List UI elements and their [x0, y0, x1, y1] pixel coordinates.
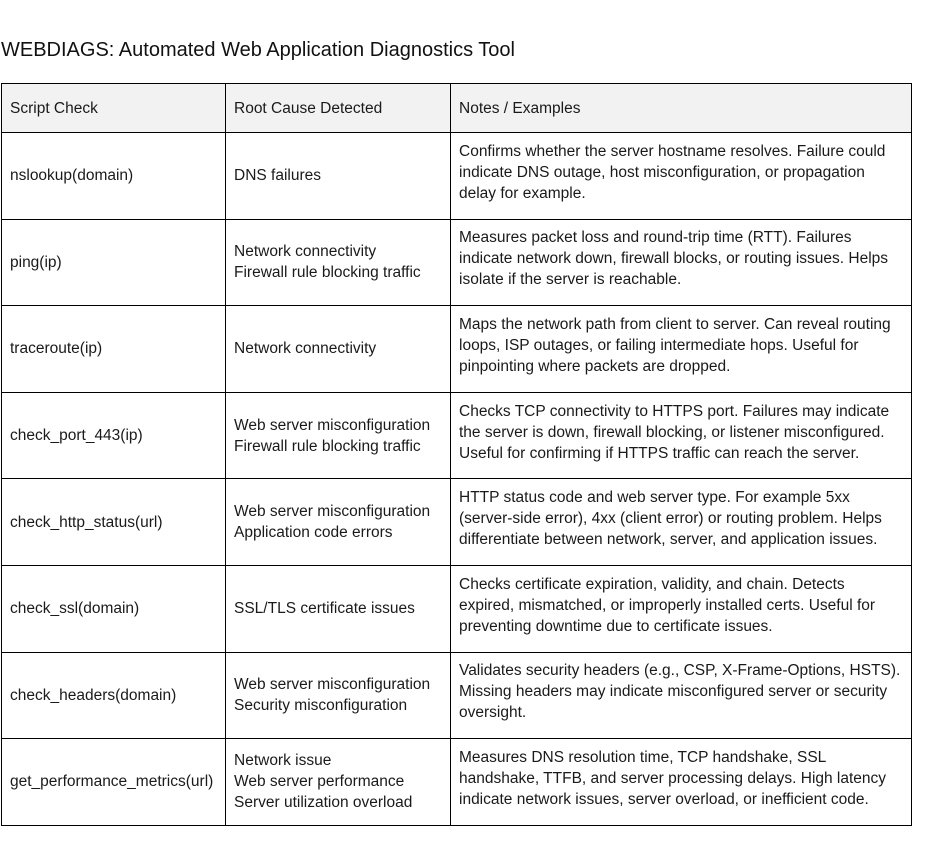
page-title: WEBDIAGS: Automated Web Application Diagnostics Tool: [1, 39, 515, 61]
root-cause-item: Security misconfiguration: [234, 697, 408, 715]
root-cause-item: Network connectivity: [234, 340, 377, 358]
table-row: [2, 392, 912, 479]
root-cause-cell: [226, 306, 451, 393]
header-script-check: Script Check: [2, 84, 226, 133]
script-check-cell: nslookup(domain): [2, 133, 226, 220]
root-cause-item: Application code errors: [234, 524, 393, 542]
table-row: [2, 219, 912, 306]
root-cause-cell: [226, 133, 451, 220]
root-cause-item: Network connectivity: [234, 243, 377, 261]
root-cause-cell: [226, 479, 451, 566]
table-row: [2, 565, 912, 652]
notes-cell: Validates security headers (e.g., CSP, X-Frame-Options, HSTS). Missing headers may indicate misconfigured server or security oversight.: [451, 652, 912, 739]
table-header-row: [2, 84, 912, 133]
notes-cell: Maps the network path from client to server. Can reveal routing loops, ISP outages, or failing intermediate hops. Useful for pinpointing where packets are dropped.: [451, 306, 912, 393]
root-cause-item: Server utilization overload: [234, 794, 413, 812]
table-row: [2, 739, 912, 826]
notes-cell: Measures packet loss and round-trip time (RTT). Failures indicate network down, firewall blocks, or routing issues. Helps isolate if the server is reachable.: [451, 219, 912, 306]
notes-cell: HTTP status code and web server type. For example 5xx (server-side error), 4xx (client error) or routing problem. Helps differentiate between network, server, and application issues.: [451, 479, 912, 566]
script-check-cell: traceroute(ip): [2, 306, 226, 393]
root-cause-cell: [226, 219, 451, 306]
root-cause-cell: [226, 392, 451, 479]
root-cause-cell: [226, 565, 451, 652]
root-cause-item: Web server performance: [234, 773, 405, 791]
script-check-cell: check_http_status(url): [2, 479, 226, 566]
root-cause-item: Firewall rule blocking traffic: [234, 264, 421, 282]
root-cause-item: Web server misconfiguration: [234, 676, 431, 694]
header-root-cause: Root Cause Detected: [226, 84, 451, 133]
notes-cell: Confirms whether the server hostname resolves. Failure could indicate DNS outage, host misconfiguration, or propagation delay for example.: [451, 133, 912, 220]
script-check-cell: check_port_443(ip): [2, 392, 226, 479]
table-row: [2, 306, 912, 393]
root-cause-item: SSL/TLS certificate issues: [234, 600, 415, 618]
root-cause-item: Firewall rule blocking traffic: [234, 437, 421, 455]
table-row: [2, 652, 912, 739]
script-check-cell: check_ssl(domain): [2, 565, 226, 652]
root-cause-cell: [226, 739, 451, 826]
notes-cell: Checks TCP connectivity to HTTPS port. Failures may indicate the server is down, firewall blocking, or listener misconfigured. Useful for confirming if HTTPS traffic can reach the server.: [451, 392, 912, 479]
table-row: [2, 133, 912, 220]
root-cause-item: Web server misconfiguration: [234, 503, 431, 521]
root-cause-item: Network issue: [234, 752, 332, 770]
header-notes: Notes / Examples: [451, 84, 912, 133]
script-check-cell: ping(ip): [2, 219, 226, 306]
script-check-cell: get_performance_metrics(url): [2, 739, 226, 826]
script-check-cell: check_headers(domain): [2, 652, 226, 739]
table-row: [2, 479, 912, 566]
root-cause-cell: [226, 652, 451, 739]
diagnostics-table: [1, 83, 912, 826]
notes-cell: Measures DNS resolution time, TCP handshake, SSL handshake, TTFB, and server processing delays. High latency indicate network issues, server overload, or inefficient code.: [451, 739, 912, 826]
root-cause-item: Web server misconfiguration: [234, 416, 431, 434]
notes-cell: Checks certificate expiration, validity, and chain. Detects expired, mismatched, or improperly installed certs. Useful for preventing downtime due to certificate issues.: [451, 565, 912, 652]
root-cause-item: DNS failures: [234, 167, 321, 185]
